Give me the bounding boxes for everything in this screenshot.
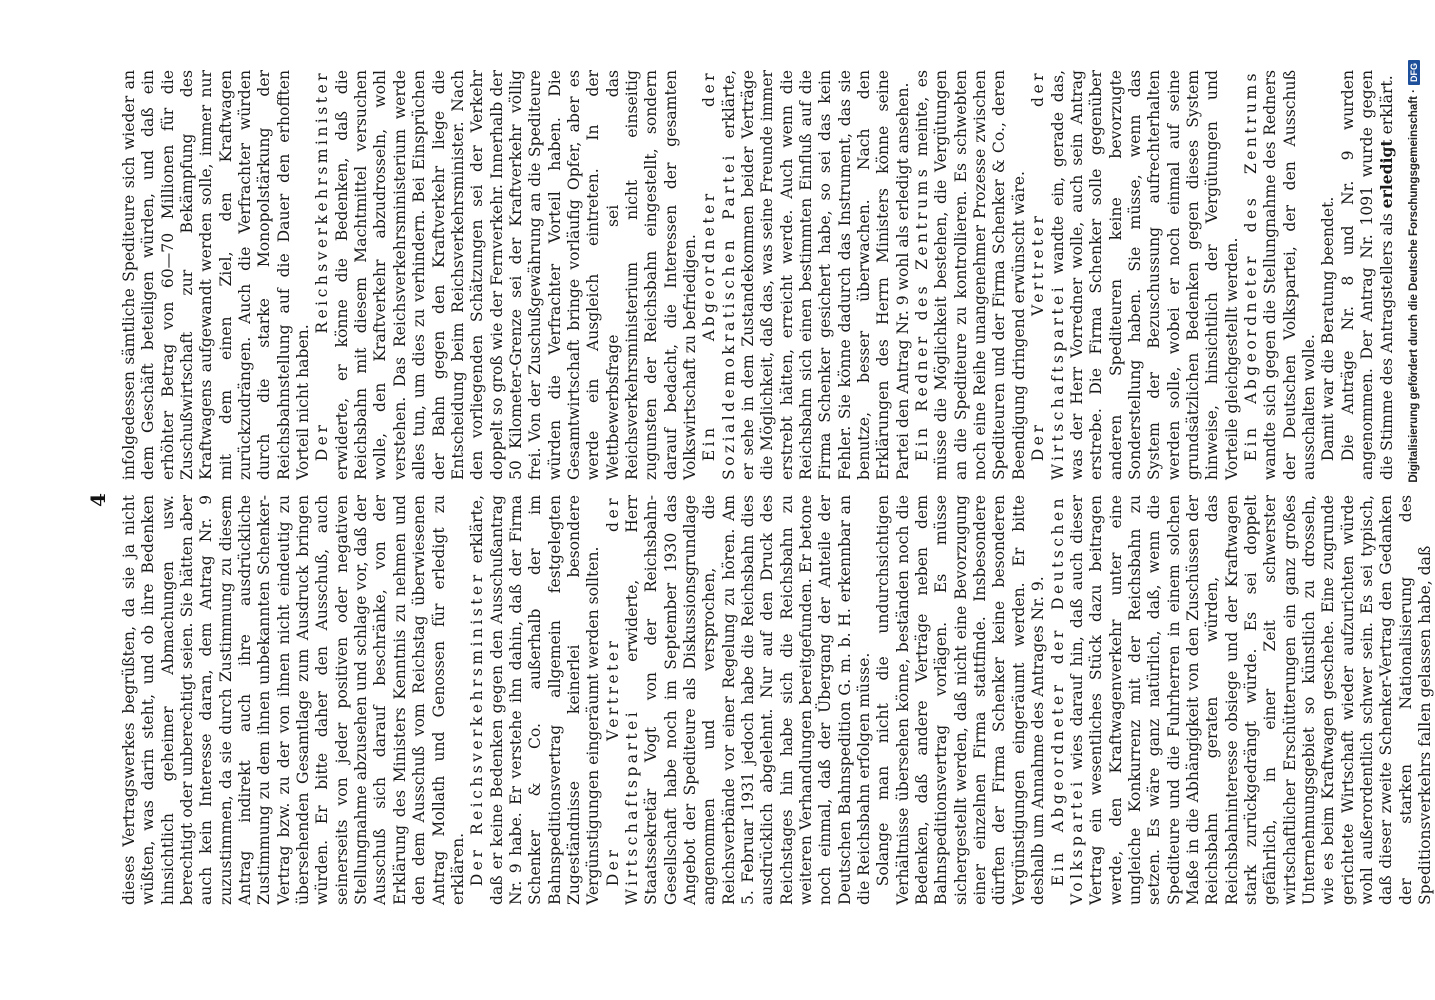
paragraph: [313, 70, 700, 480]
speaker-name: Der Vertreter der Wirtschaftspartei: [603, 495, 641, 905]
paragraph: [120, 495, 468, 905]
credit-text: Digitalisierung gefördert durch die Deutsche Forschungsgemeinschaft ·: [1408, 89, 1420, 483]
paragraph: [1049, 495, 1435, 905]
bold-word: erledigt: [1377, 139, 1397, 209]
dfg-logo: DFG: [1408, 60, 1420, 85]
paragraph-text: dieses Vertragswerkes begrüßten, da sie ja nicht wüßten, was darin steht, und ob ihre Bedenken hinsichtlich geheimer Abmachungen usw. berechtigt oder unberechtigt seien. Sie hätten aber auch kein Interesse daran, dem Antrag Nr. 9 zuzustimmen, da sie durch Zustimmung zu diesem Antrag indirekt auch ihre ausdrückliche Zustimmung zu dem ihnen unbekannten Schenker-Vertrag bzw. zu der von ihnen nicht eindeutig zu übersehenden Gesamtlage zum Ausdruck bringen würden. Er bitte daher den Ausschuß, auch seinerseits von jeder positiven oder negativen Stellungnahme abzusehen und schlage vor, daß der Ausschuß sich darauf beschränke, von der Erklärung des Ministers Kenntnis zu nehmen und den dem Ausschuß vom Reichstag überwiesenen Antrag Mollath und Genossen für erledigt zu erklären.: [120, 495, 467, 905]
page-number: 4: [86, 493, 110, 507]
paragraph: [468, 495, 603, 905]
speaker-name: Ein Redner des Zentrums: [913, 165, 932, 462]
paragraph-text: Solange man nicht die undurchsichtigen Verhältnisse übersehen könne, beständen noch die Bedenken, daß andere Verträge neben dem Bahnspeditionsvertrag vorlägen. Es müsse sichergestellt werden, daß nicht eine Bevorzugung einer einzelnen Firma stattfinde. Insbesondere dürften der Firma Schenker keine besonderen Vergünstigungen eingeräumt werden. Er bitte deshalb um Annahme des Antrages Nr. 9.: [874, 495, 1048, 905]
paragraph-text: infolgedessen sämtliche Spediteure sich wieder an dem Geschäft beteiligen würden, und daß ein erhöhter Betrag von 60—70 Millionen für die Zuschußwirtschaft zur Bekämpfung des Kraftwagens aufgewandt werden solle, immer nur mit dem einen Ziel, den Kraftwagen zurückzudrängen. Auch die Verfrachter würden durch die starke Monopolstärkung der Reichsbahnstellung auf die Dauer den erhofften Vorteil nicht haben.: [120, 70, 313, 480]
paragraph: [913, 70, 1029, 480]
paragraph-text: erklärte, daß er keine Bedenken gegen den Ausschußantrag Nr. 9 habe. Er verstehe ihn dahin, daß der Firma Schenker & Co. außerhalb der im Bahnspeditionsvertrag allgemein festgelegten Zugeständnisse keinerlei besondere Vergünstigungen eingeräumt werden sollten.: [468, 495, 603, 905]
digitization-credit: [1408, 60, 1420, 940]
paragraph: [1242, 70, 1319, 480]
right-text-column: [120, 70, 1397, 480]
paragraph-text: Die Anträge Nr. 8 und Nr. 9 wurden angenommen. Der Antrag Nr. 1091 wurde gegen die Stimme des Antragstellers als: [1338, 70, 1397, 480]
paragraph: [1029, 70, 1242, 480]
paragraph-text: wandte ein, gerade das, was der Herr Vorredner wolle, auch sein Antrag erstrebe. Die Firma Schenker solle gegenüber anderen Spediteuren keine bevorzugte Sonderstellung haben. Sie müsse, wenn das System der Bezuschussung aufrechterhalten werden solle, wobei er noch einmal auf seine grundsätzlichen Bedenken gegen dieses System hinweise, hinsichtlich der Vergütungen und Vorteile gleichgestellt werden.: [1048, 70, 1241, 480]
speaker-name: Der Reichsverkehrsminister: [313, 70, 332, 462]
speaker-name: Ein Abgeordneter der Deutschen Volkspartei: [1048, 495, 1086, 905]
paragraph-text: meinte, es müsse die Möglichkeit bestehen, die Vergütungen an die Spediteure zu kontrollieren. Es schwebten noch eine Reihe unangenehmer Prozesse zwischen Spediteuren und der Firma Schenker & Co., deren Beendigung dringend erwünscht wäre.: [913, 70, 1028, 480]
paragraph: [1339, 70, 1398, 480]
left-text-column: [120, 495, 1435, 905]
paragraph-tail: erklärt.: [1378, 75, 1397, 140]
paragraph-text: erwiderte, er könne die Bedenken, daß die Reichsbahn mit diesem Machtmittel versuchen wolle, den Kraftverkehr abzudrosseln, wohl verstehen. Das Reichsverkehrsministerium werde alles tun, um dies zu verhindern. Bei Einsprüchen der Bahn gegen den Kraftverkehr liege die Entscheidung beim Reichsverkehrsminister. Nach den vorliegenden Schätzungen sei der Verkehr doppelt so groß wie der Fernverkehr. Innerhalb der 50 Kilometer-Grenze sei der Kraftverkehr völlig frei. Von der Zuschußgewährung an die Spediteure würden die Verfrachter Vorteil haben. Die Gesamtwirtschaft bringe vorläufig Opfer, aber es werde ein Ausgleich eintreten. In der Wettbewerbsfrage sei das Reichsverkehrsministerium nicht einseitig zugunsten der Reichsbahn eingestellt, sondern darauf bedacht, die Interessen der gesamten Volkswirtschaft zu befriedigen.: [332, 70, 699, 480]
paragraph: [604, 495, 875, 905]
speaker-name: Ein Abgeordneter der Sozialdemokratischen Partei: [700, 70, 738, 480]
speaker-name: Der Reichsverkehrsminister: [468, 571, 487, 887]
paragraph-text: erwiderte, Herr Staatssekretär Vogt von der Reichsbahn-Gesellschaft habe noch im September 1930 das Angebot der Spediteure als Diskussionsgrundlage angenommen und versprochen, die Reichsverbände vor einer Regelung zu hören. Am 5. Februar 1931 jedoch habe die Reichsbahn dies ausdrücklich abgelehnt. Nur auf den Druck des Reichstages hin habe sich die Reichsbahn zu weiteren Verhandlungen bereitgefunden. Er betone noch einmal, daß der Übergang der Anteile der Deutschen Bahnspedition G. m. b. H. erkennbar an die Reichsbahn erfolgen müsse.: [622, 495, 874, 905]
paragraph: [120, 70, 313, 480]
speaker-name: Der Vertreter der Wirtschaftspartei: [1029, 70, 1067, 480]
paragraph: [874, 495, 1048, 905]
paragraph: [700, 70, 913, 480]
paragraph-text: Damit war die Beratung beendet.: [1319, 196, 1338, 462]
paragraph: [1319, 70, 1338, 480]
paragraph-text: erklärte, er sehe in dem Zustandekommen beider Verträge die Möglichkeit, daß das, was seine Freunde immer erstrebt hätten, erreicht werde. Auch wenn die Reichsbahn sich einen bestimmten Einfluß auf die Firma Schenker gesichert habe, so sei das kein Fehler. Sie könne dadurch das Instrument, das sie benutze, besser überwachen. Nach den Erklärungen des Herrn Ministers könne seine Partei den Antrag Nr. 9 wohl als erledigt ansehen.: [719, 70, 912, 480]
speaker-name: Ein Abgeordneter des Zentrums: [1241, 70, 1260, 462]
paragraph-text: wandte sich gegen die Stellungnahme des Redners der Deutschen Volkspartei, der den Ausschuß ausschalten wolle.: [1261, 70, 1318, 480]
paragraph-text: wies darauf hin, daß auch dieser Vertrag ein wesentliches Stück dazu beitragen werde, den Kraftwagenverkehr unter eine ungleiche Konkurrenz mit der Reichsbahn zu setzen. Es wäre ganz natürlich, daß, wenn die Spediteure und die Fuhrherren in einem solchen Maße in die Abhängigkeit von den Zuschüssen der Reichsbahn geraten würden, das Reichsbahninteresse obsiege und der Kraftwagen stark zurückgedrängt würde. Es sei doppelt gefährlich, in einer Zeit schwerster wirtschaftlicher Erschütterungen ein ganz großes Unternehmungsgebiet so künstlich zu drosseln, wie es beim Kraftwagen geschehe. Eine zugrunde gerichtete Wirtschaft wieder aufzurichten würde wohl außerordentlich schwer sein. Es sei typisch, daß dieser zweite Schenker-Vertrag den Gedanken der starken Nationalisierung des Speditionsverkehrs fallen gelassen habe, daß: [1067, 495, 1435, 905]
